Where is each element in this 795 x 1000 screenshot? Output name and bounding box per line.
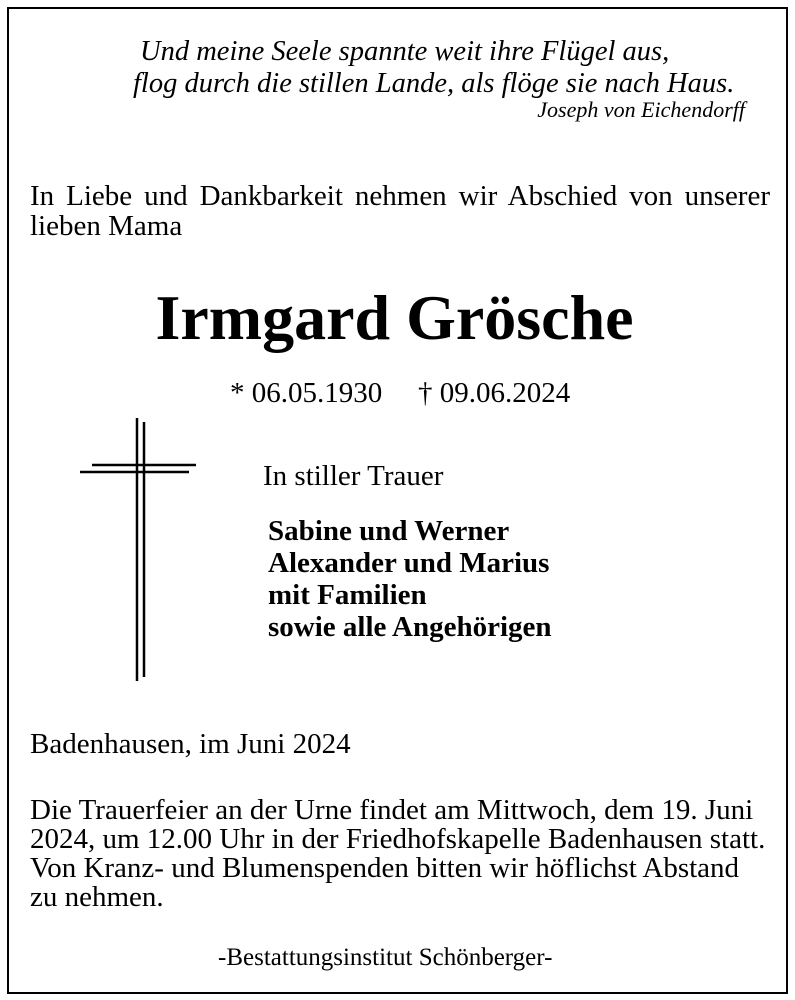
quote-line: flog durch die stillen Lande, als flöge sie nach Haus.: [133, 68, 735, 99]
mourner-line: Alexander und Marius: [268, 547, 550, 579]
service-line: Von Kranz- und Blumenspenden bitten wir höflichst Abstand: [30, 852, 740, 884]
quote-author: Joseph von Eichendorff: [537, 97, 745, 122]
death-date: † 09.06.2024: [418, 377, 571, 409]
service-line: zu nehmen.: [30, 881, 164, 913]
place-date: Badenhausen, im Juni 2024: [30, 728, 351, 760]
service-line: Die Trauerfeier an der Urne findet am Mittwoch, dem 19. Juni: [30, 794, 754, 826]
birth-date: * 06.05.1930: [230, 377, 383, 409]
mourner-line: mit Familien: [268, 579, 427, 611]
intro-line: In Liebe und Dankbarkeit nehmen wir Abschied von unserer: [30, 180, 770, 212]
mourning-heading: In stiller Trauer: [263, 460, 444, 492]
deceased-name: Irmgard Grösche: [155, 282, 634, 353]
quote-line: Und meine Seele spannte weit ihre Flügel aus,: [140, 36, 670, 67]
undertaker-name: -Bestattungsinstitut Schönberger-: [218, 944, 553, 971]
mourner-line: Sabine und Werner: [268, 515, 510, 547]
mourner-line: sowie alle Angehörigen: [268, 611, 552, 643]
cross-icon: [76, 414, 200, 684]
service-line: 2024, um 12.00 Uhr in der Friedhofskapelle Badenhausen statt.: [30, 823, 766, 855]
intro-line: lieben Mama: [30, 210, 183, 242]
